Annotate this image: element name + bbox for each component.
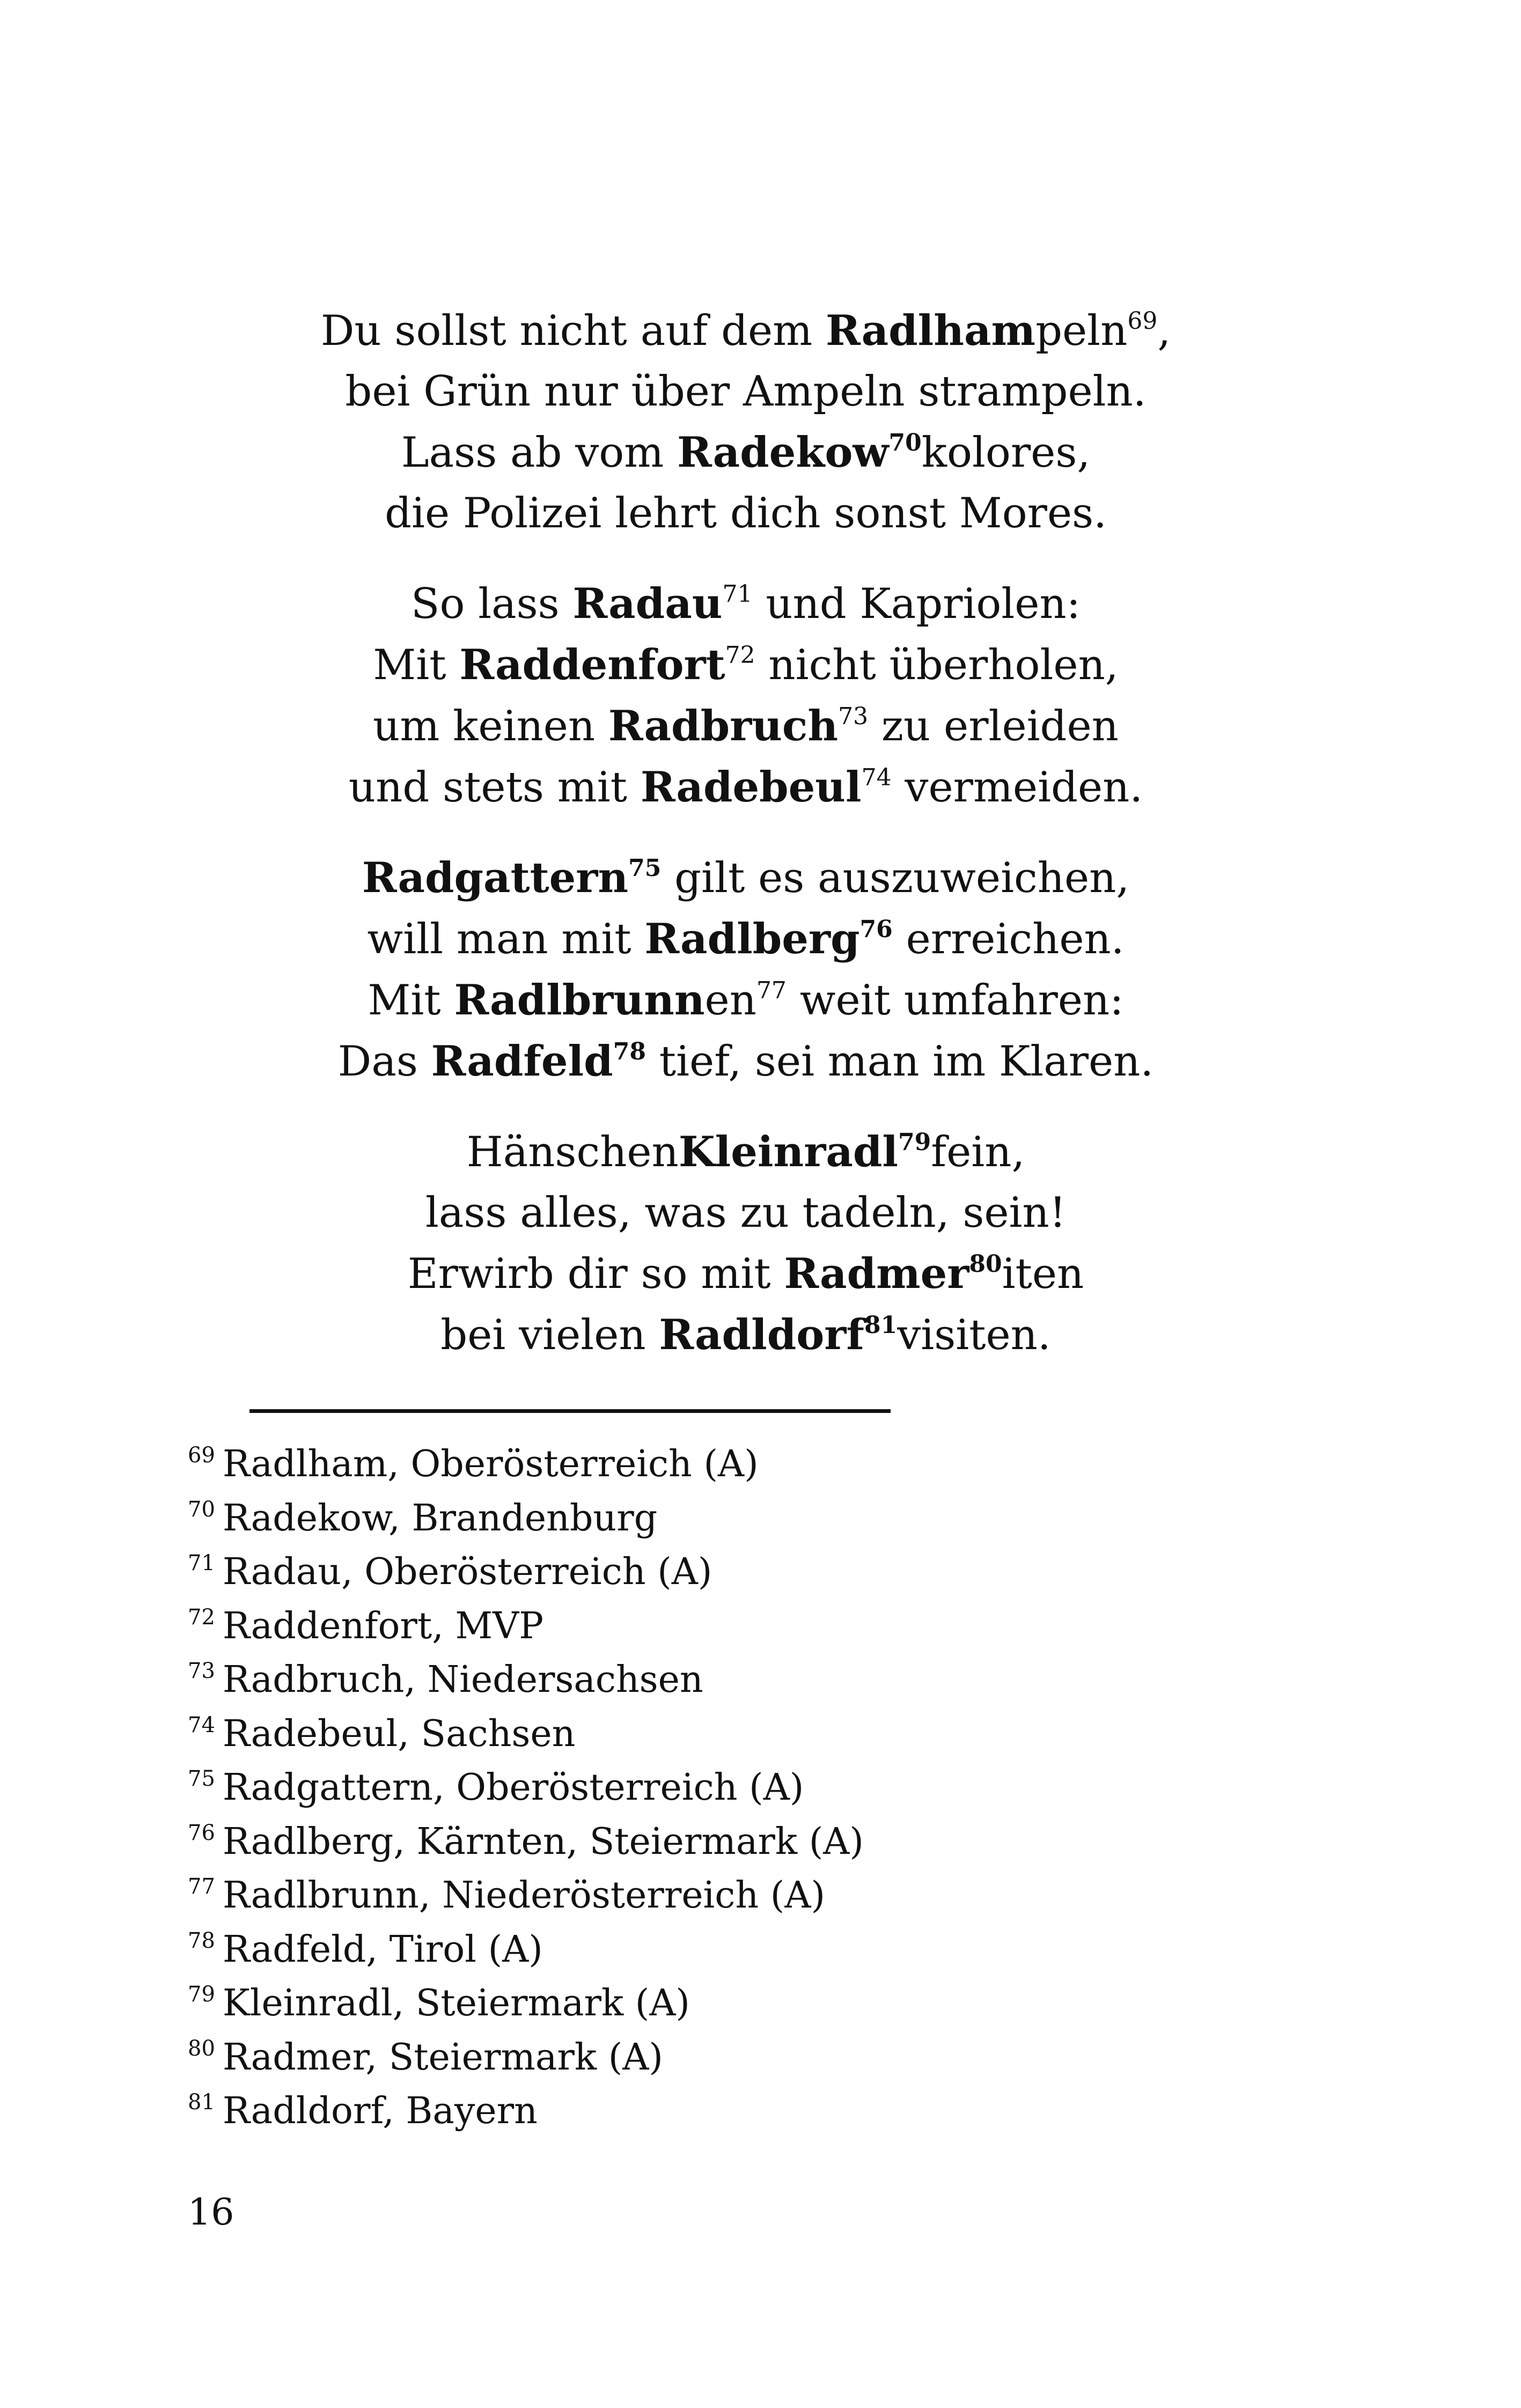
poem-line: HänschenKleinradl$^{79}$fein, — [466, 1128, 1025, 1176]
footnote-number: 81 — [188, 2090, 215, 2115]
poem-line: Lass ab vom Radekow$^{70}$kolores, — [401, 428, 1091, 477]
bold-place-name: Radldorf — [659, 1310, 864, 1359]
poem-line: Mit Raddenfort$^{72}$ nicht überholen, — [373, 640, 1119, 689]
footnote — [188, 1600, 1368, 1654]
poem-line: Erwirb dir so mit Radmer$^{80}$iten — [407, 1249, 1084, 1298]
footnote — [188, 2031, 1368, 2085]
stanza-4 — [0, 1122, 1491, 1366]
footnote-number: 76 — [188, 1820, 215, 1845]
poem-line: bei Grün nur über Ampeln strampeln. — [345, 367, 1147, 416]
poem-line: und stets mit Radebeul$^{74}$ vermeiden. — [348, 763, 1143, 812]
bold-place-name: Raddenfort — [459, 640, 725, 689]
footnote-ref: 74 — [861, 764, 892, 791]
footnote-ref: 71 — [722, 580, 753, 608]
footnote-text: Radlberg, Kärnten, Steiermark (A) — [222, 1820, 864, 1863]
footnote-ref: 70 — [888, 429, 922, 456]
poem-line: will man mit Radlberg$^{76}$ erreichen. — [367, 915, 1125, 963]
footnote-number: 77 — [188, 1874, 215, 1899]
bold-place-name: Radbruch — [608, 702, 839, 750]
footnote-separator — [249, 1409, 891, 1413]
footnote-number: 79 — [188, 1982, 215, 2007]
footnote — [188, 1869, 1368, 1923]
footnote-text: Kleinradl, Steiermark (A) — [222, 1982, 690, 2024]
bold-place-name: Radlbrunn — [454, 976, 705, 1025]
poem-line: Das Radfeld$^{78}$ tief, sei man im Klaren. — [337, 1037, 1154, 1086]
footnote-ref: 79 — [898, 1129, 931, 1156]
poem-line: Radgattern$^{75}$ gilt es auszuweichen, — [362, 853, 1130, 902]
poem — [0, 300, 1491, 1395]
footnote-number: 75 — [188, 1766, 215, 1791]
bold-place-name: Radau — [572, 579, 723, 628]
footnote — [188, 1761, 1368, 1815]
footnote-number: 70 — [188, 1497, 215, 1522]
footnote-ref: 81 — [864, 1312, 898, 1339]
footnote-text: Radlham, Oberösterreich (A) — [222, 1443, 759, 1485]
footnote — [188, 1492, 1368, 1546]
footnote-text: Radlbrunn, Niederösterreich (A) — [222, 1874, 825, 1917]
footnote-ref: 72 — [725, 642, 755, 669]
poem-line: Mit Radlbrunnen$^{77}$ weit umfahren: — [368, 976, 1124, 1025]
bold-place-name: Radlham — [825, 306, 1036, 355]
footnote-text: Radfeld, Tirol (A) — [222, 1928, 543, 1971]
footnote — [188, 1977, 1368, 2031]
poem-line: die Polizei lehrt dich sonst Mores. — [385, 489, 1107, 537]
footnote-text: Radldorf, Bayern — [222, 2090, 538, 2132]
bold-place-name: Radekow — [677, 428, 889, 477]
footnote-ref: 76 — [859, 916, 893, 943]
footnote — [188, 1707, 1368, 1762]
footnotes — [188, 1438, 1368, 2139]
footnote — [188, 1923, 1368, 1977]
poem-line: um keinen Radbruch$^{73}$ zu erleiden — [373, 702, 1119, 750]
page-number: 16 — [188, 2191, 234, 2234]
footnote-ref: 73 — [838, 703, 869, 730]
footnote-ref: 75 — [628, 855, 662, 882]
footnote-number: 78 — [188, 1928, 215, 1953]
footnote — [188, 1653, 1368, 1707]
footnote-ref: 78 — [613, 1038, 646, 1065]
footnote-ref: 69 — [1127, 307, 1158, 335]
footnote-number: 80 — [188, 2036, 215, 2061]
poem-line: bei vielen Radldorf$^{81}$visiten. — [440, 1310, 1051, 1359]
bold-place-name: Radlberg — [644, 915, 860, 963]
footnote-text: Radgattern, Oberösterreich (A) — [222, 1766, 804, 1809]
footnote-number: 69 — [188, 1443, 215, 1468]
poem-line: So lass Radau$^{71}$ und Kapriolen: — [411, 579, 1081, 628]
stanza-2 — [0, 573, 1491, 818]
footnote-text: Radekow, Brandenburg — [222, 1497, 658, 1540]
footnote-ref: 77 — [756, 977, 787, 1004]
footnote-number: 74 — [188, 1712, 215, 1737]
footnote-number: 71 — [188, 1551, 215, 1575]
footnote — [188, 1438, 1368, 1492]
footnote-ref: 80 — [969, 1250, 1002, 1278]
poem-line: Du sollst nicht auf dem Radlhampeln$^{69}$, — [320, 306, 1171, 355]
bold-place-name: Kleinradl — [678, 1128, 899, 1176]
stanza-1 — [0, 300, 1491, 544]
footnote-text: Raddenfort, MVP — [222, 1604, 543, 1647]
bold-place-name: Radgattern — [362, 853, 629, 902]
bold-place-name: Radmer — [784, 1249, 969, 1298]
footnote — [188, 2085, 1368, 2139]
footnote-number: 73 — [188, 1659, 215, 1683]
bold-place-name: Radebeul — [640, 763, 862, 812]
footnote-text: Radbruch, Niedersachsen — [222, 1659, 703, 1701]
poem-line: lass alles, was zu tadeln, sein! — [425, 1189, 1067, 1237]
footnote-text: Radau, Oberösterreich (A) — [222, 1551, 712, 1593]
footnote-text: Radmer, Steiermark (A) — [222, 2036, 663, 2079]
footnote — [188, 1545, 1368, 1600]
footnote — [188, 1815, 1368, 1869]
bold-place-name: Radfeld — [431, 1037, 613, 1086]
stanza-3 — [0, 848, 1491, 1092]
footnote-number: 72 — [188, 1604, 215, 1630]
footnote-text: Radebeul, Sachsen — [222, 1712, 576, 1755]
